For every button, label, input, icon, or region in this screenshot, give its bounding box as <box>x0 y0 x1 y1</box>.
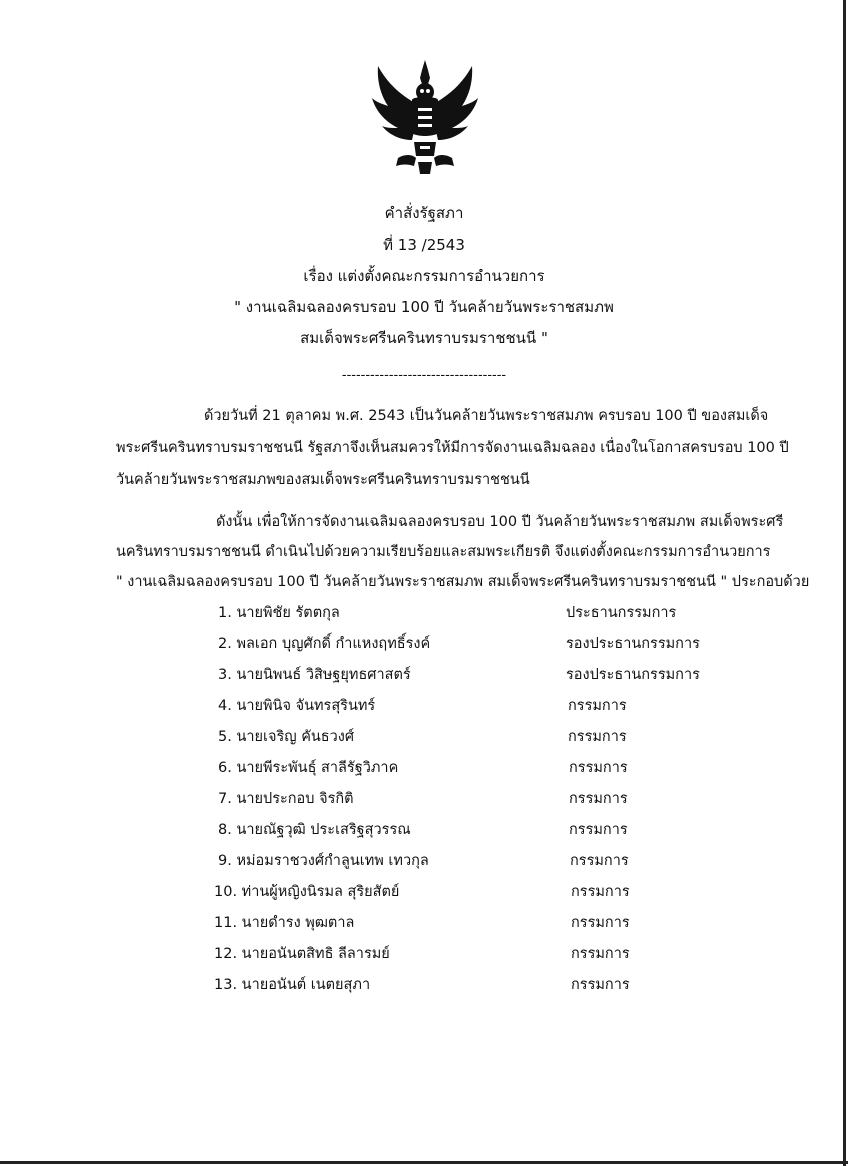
member-role: กรรมการ <box>569 822 628 838</box>
paragraph-2-line-3: " งานเฉลิมฉลองครบรอบ 100 ปี วันคล้ายวันพระราชสมภพ สมเด็จพระศรีนครินทราบรมราชชนนี " ประกอบด้วย <box>116 574 810 590</box>
paragraph-2-line-2: นครินทราบรมราชชนนี ดำเนินไปด้วยความเรียบร้อยและสมพระเกียรติ จึงแต่งตั้งคณะกรรมการอำนวยการ <box>116 544 771 560</box>
page-edge-right <box>843 0 846 1166</box>
paragraph-1-line-3: วันคล้ายวันพระราชสมภพของสมเด็จพระศรีนครินทราบรมราชชนนี <box>116 472 530 488</box>
member-role: กรรมการ <box>568 698 627 714</box>
member-role: ประธานกรรมการ <box>566 605 677 621</box>
order-title: คำสั่งรัฐสภา <box>384 204 464 222</box>
member-name: 13. นายอนันต์ เนตยสุภา <box>214 977 371 993</box>
member-role: กรรมการ <box>570 853 629 869</box>
order-number: ที่ 13 /2543 <box>383 236 465 254</box>
page-edge-bottom <box>0 1161 848 1164</box>
member-role: กรรมการ <box>571 946 630 962</box>
garuda-emblem-icon <box>368 58 482 176</box>
paragraph-1-line-1: ด้วยวันที่ 21 ตุลาคม พ.ศ. 2543 เป็นวันคล้ายวันพระราชสมภพ ครบรอบ 100 ปี ของสมเด็จ <box>204 408 769 424</box>
paragraph-2-line-1: ดังนั้น เพื่อให้การจัดงานเฉลิมฉลองครบรอบ 100 ปี วันคล้ายวันพระราชสมภพ สมเด็จพระศรี <box>216 514 784 530</box>
member-name: 11. นายดำรง พุฒตาล <box>214 915 355 931</box>
member-name: 4. นายพินิจ จันทรสุรินทร์ <box>218 698 376 714</box>
member-role: กรรมการ <box>571 884 630 900</box>
paragraph-1-line-2: พระศรีนครินทราบรมราชชนนี รัฐสภาจึงเห็นสมควรให้มีการจัดงานเฉลิมฉลอง เนื่องในโอกาสครบรอบ 100 ปี <box>116 440 789 456</box>
member-name: 10. ท่านผู้หญิงนิรมล สุริยสัตย์ <box>214 884 400 900</box>
member-name: 1. นายพิชัย รัตตกุล <box>218 605 340 621</box>
member-name: 3. นายนิพนธ์ วิสิษฐยุทธศาสตร์ <box>218 667 411 683</box>
member-role: กรรมการ <box>569 760 628 776</box>
member-role: รองประธานกรรมการ <box>566 636 700 652</box>
member-name: 12. นายอนันตสิทธิ ลีลารมย์ <box>214 946 390 962</box>
member-name: 9. หม่อมราชวงศ์กำลูนเทพ เทวกุล <box>218 853 429 869</box>
member-role: รองประธานกรรมการ <box>566 667 700 683</box>
member-name: 7. นายประกอบ จิรกิติ <box>218 791 354 807</box>
event-name-line-1: " งานเฉลิมฉลองครบรอบ 100 ปี วันคล้ายวันพระราชสมภพ <box>234 298 614 316</box>
event-name-line-2: สมเด็จพระศรีนครินทราบรมราชชนนี " <box>300 329 548 347</box>
member-role: กรรมการ <box>571 977 630 993</box>
member-name: 6. นายพีระพันธุ์ สาลีรัฐวิภาค <box>218 760 399 776</box>
member-role: กรรมการ <box>571 915 630 931</box>
member-role: กรรมการ <box>568 729 627 745</box>
member-name: 2. พลเอก บุญศักดิ์ กำแหงฤทธิ์รงค์ <box>218 636 431 652</box>
order-subject: เรื่อง แต่งตั้งคณะกรรมการอำนวยการ <box>303 267 545 285</box>
member-role: กรรมการ <box>569 791 628 807</box>
member-name: 8. นายณัฐวุฒิ ประเสริฐสุวรรณ <box>218 822 411 838</box>
member-name: 5. นายเจริญ คันธวงศ์ <box>218 729 355 745</box>
separator-dashes: ----------------------------------- <box>341 368 507 383</box>
